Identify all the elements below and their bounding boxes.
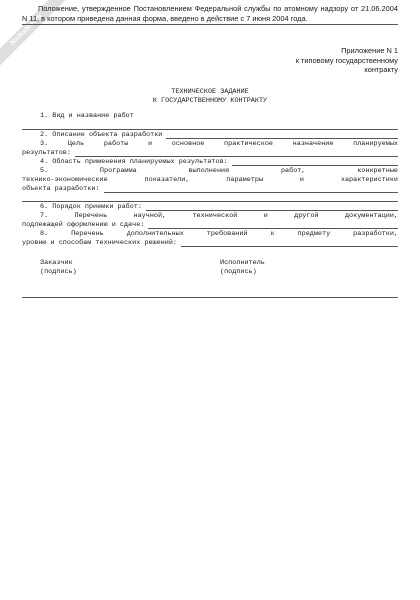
item-2-label: 2. Описание объекта разработки <box>40 131 163 140</box>
item-6-label: 6. Порядок приемки работ: <box>40 203 142 212</box>
item-4-row <box>22 158 398 167</box>
customer-signature-label: (подпись) <box>40 268 77 276</box>
document-title <box>22 88 398 105</box>
item-8-field[interactable] <box>181 239 398 247</box>
contractor-signature-label: (подпись) <box>220 268 257 276</box>
customer-label: Заказчик <box>40 259 73 267</box>
item-5-label-line-2: технико-экономические показатели, параметры и характеристики <box>22 175 398 184</box>
item-1-label: 1. Вид и название работ <box>40 112 134 120</box>
item-6-field[interactable] <box>146 203 398 211</box>
item-5-field[interactable] <box>104 185 399 193</box>
item-7-label-line-2: подлежащей оформлению и сдаче: <box>22 221 145 230</box>
item-7-field[interactable] <box>148 221 398 229</box>
appendix-block <box>258 46 398 75</box>
contractor-label: Исполнитель <box>220 259 265 267</box>
item-4-field[interactable] <box>232 158 398 166</box>
title-line-2: К ГОСУДАРСТВЕННОМУ КОНТРАКТУ <box>152 96 268 105</box>
item-3-label-line-2: результатов: <box>22 149 71 158</box>
item-8-label-line-2: уровню и способам технических решений: <box>22 239 177 248</box>
item-1-row <box>22 112 398 121</box>
item-3-row <box>22 149 398 158</box>
item-3-field[interactable] <box>75 149 398 157</box>
item-5-row <box>22 185 398 194</box>
title-line-1: ТЕХНИЧЕСКОЕ ЗАДАНИЕ <box>171 88 249 96</box>
item-8 <box>22 230 398 239</box>
appendix-line-3: контракту <box>364 65 398 75</box>
header-note: Положение, утвержденное Постановлением Федеральной службы по атомному надзору от 21.06.2004 N 11, в котором приведена данная форма, введено в действие с 7 июня 2004 года. <box>22 4 398 25</box>
item-8-row <box>22 239 398 248</box>
item-7 <box>22 212 398 221</box>
item-7-row <box>22 221 398 230</box>
item-5-field-extra[interactable] <box>22 201 398 202</box>
item-2-row <box>22 131 398 140</box>
item-5-label-line-3: объекта разработки: <box>22 185 100 194</box>
item-4-label: 4. Область применения планируемых результатов: <box>40 158 228 167</box>
item-5 <box>22 167 398 184</box>
item-3-label-line-1: 3. Цель работы и основное практическое назначение планируемых <box>40 140 398 148</box>
item-3 <box>22 140 398 149</box>
item-6-row <box>22 203 398 212</box>
item-2-field[interactable] <box>166 131 398 139</box>
appendix-line-1: Приложение N 1 <box>341 46 398 55</box>
item-5-label-line-1: 5. Программа выполнения работ, конкретные <box>40 167 398 175</box>
watermark-ribbon: NoNaMe.ru <box>0 0 70 73</box>
item-1-field[interactable] <box>22 129 398 130</box>
item-7-label-line-1: 7. Перечень научной, технической и другой документации, <box>40 212 398 220</box>
item-8-label-line-1: 8. Перечень дополнительных требований к предмету разработки, <box>40 230 398 238</box>
appendix-line-2: к типовому государственному <box>295 55 398 65</box>
bottom-divider <box>22 297 398 298</box>
